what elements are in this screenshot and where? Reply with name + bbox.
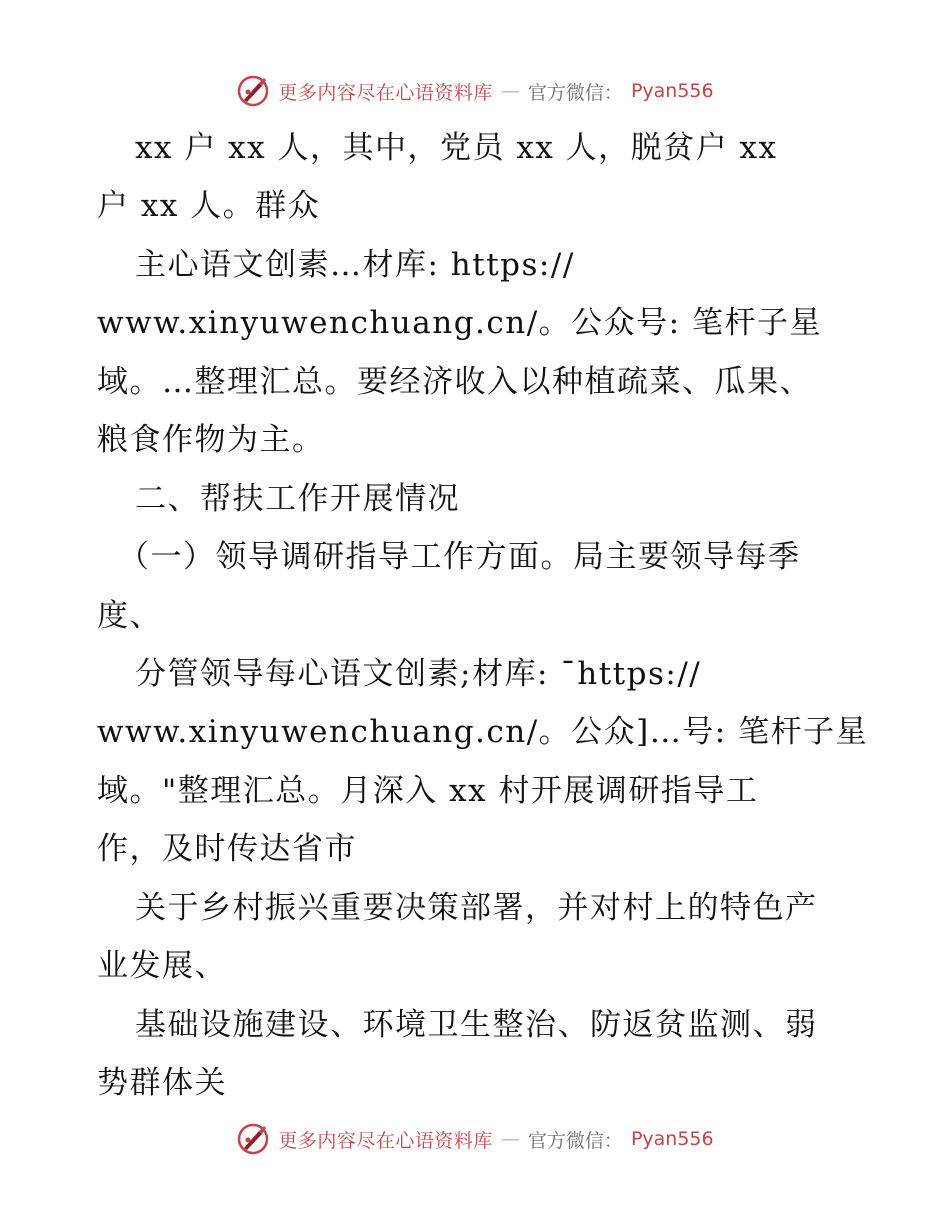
section-heading: 二、帮扶工作开展情况 xyxy=(135,481,460,517)
banner-separator: — xyxy=(500,1128,520,1150)
body-line: www.xinyuwenchuang.cn/。公众]…号: 笔杆子星 xyxy=(97,714,869,750)
body-line: 户 xx 人。群众 xyxy=(97,188,321,224)
quill-pen-icon xyxy=(236,74,270,108)
body-line: 域。"整理汇总。月深入 xx 村开展调研指导工 xyxy=(97,773,759,809)
body-line: www.xinyuwenchuang.cn/。公众号: 笔杆子星 xyxy=(97,305,822,341)
body-line: 业发展、 xyxy=(97,948,227,984)
brand-text: 更多内容尽在心语资料库 xyxy=(278,1129,493,1152)
body-line: 主心语文创素…材库: https:// xyxy=(135,247,575,283)
body-line: 分管领导每心语文创素;材库: ¯https:// xyxy=(135,656,702,692)
footer-banner xyxy=(0,1119,950,1159)
body-line: 作，及时传达省市 xyxy=(97,831,357,867)
body-line: 域。…整理汇总。要经济收入以种植疏菜、瓜果、 xyxy=(97,364,812,400)
body-line: 势群体关 xyxy=(97,1065,227,1101)
quill-pen-icon xyxy=(236,1122,270,1156)
brand-text: 更多内容尽在心语资料库 xyxy=(278,81,493,104)
banner-separator: — xyxy=(500,80,520,102)
body-line: 基础设施建设、环境卫生整治、防返贫监测、弱 xyxy=(135,1007,818,1043)
wechat-id: Pyan556 xyxy=(630,80,714,102)
body-line: 关于乡村振兴重要决策部署，并对村上的特色产 xyxy=(135,890,818,926)
header-banner xyxy=(0,71,950,111)
wechat-label: 官方微信： xyxy=(527,1129,623,1152)
body-line: 粮食作物为主。 xyxy=(97,422,325,458)
wechat-id: Pyan556 xyxy=(630,1128,714,1150)
wechat-label: 官方微信： xyxy=(527,81,623,104)
body-line: xx 户 xx 人，其中，党员 xx 人，脱贫户 xx xyxy=(135,130,778,166)
body-line: 度、 xyxy=(97,598,162,634)
body-line: （一）领导调研指导工作方面。局主要领导每季 xyxy=(118,539,801,575)
